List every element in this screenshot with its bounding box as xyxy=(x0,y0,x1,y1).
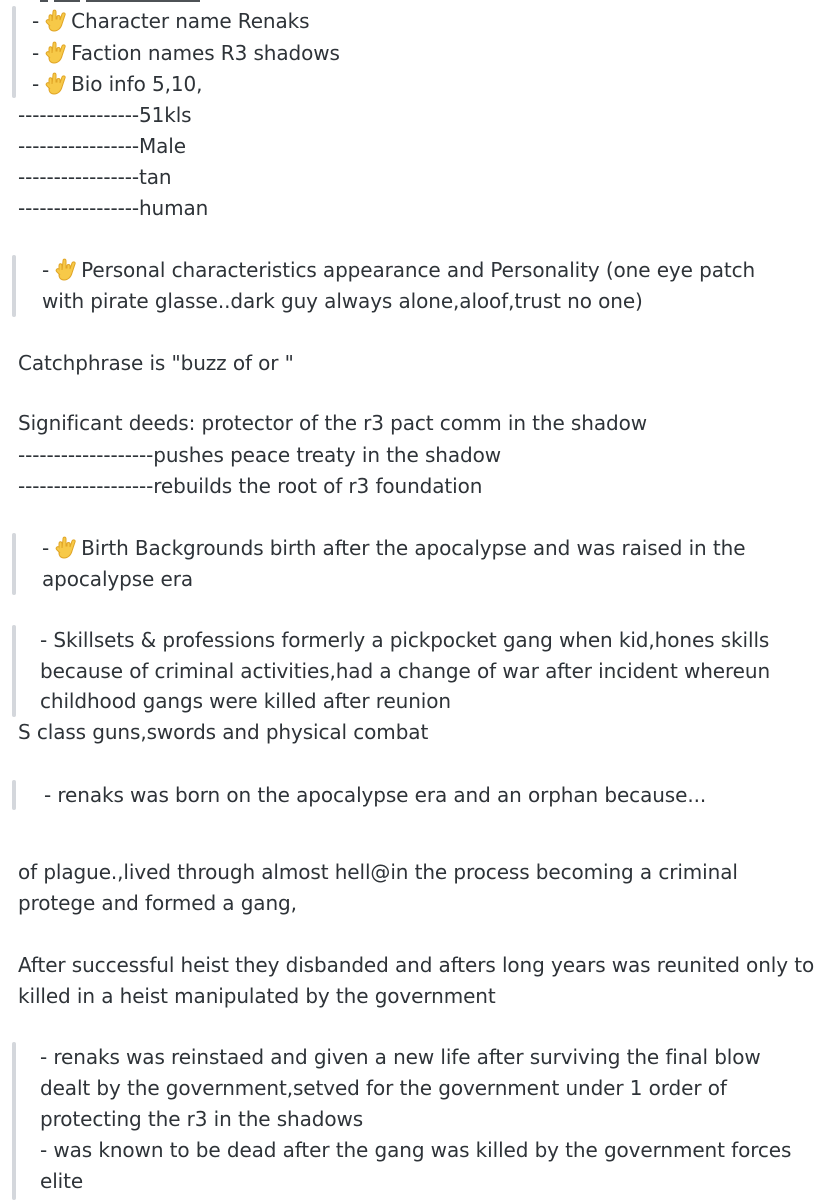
text-line: - was known to be dead after the gang was killed by the government forces xyxy=(40,1138,792,1162)
text-line: - renaks was born on the apocalypse era and an orphan because... xyxy=(44,783,707,807)
text-line: Significant deeds: protector of the r3 pact comm in the shadow xyxy=(18,411,647,435)
text-line: S class guns,swords and physical combat xyxy=(18,720,429,744)
text-line: of plague.,lived through almost hell@in the process becoming a criminal xyxy=(18,860,738,884)
list-item: - Faction names R3 shadows xyxy=(32,41,340,65)
love-you-gesture-hand-icon xyxy=(44,40,68,64)
bio-sex: -----------------Male xyxy=(18,134,186,158)
quote-bar xyxy=(12,6,16,98)
list-item: - Birth Backgrounds birth after the apocalypse and was raised in the xyxy=(42,536,746,560)
text-line: - Skillsets & professions formerly a pickpocket gang when kid,hones skills xyxy=(40,628,770,652)
text-line: After successful heist they disbanded and afters long years was reunited only to xyxy=(18,953,815,977)
love-you-gesture-hand-icon xyxy=(44,8,68,32)
bio-weight: -----------------51kls xyxy=(18,103,192,127)
text-line: killed in a heist manipulated by the government xyxy=(18,984,496,1008)
text-line: -------------------rebuilds the root of r3 foundation xyxy=(18,474,483,498)
list-item: - Personal characteristics appearance and Personality (one eye patch xyxy=(42,258,756,282)
text-line: elite xyxy=(40,1169,84,1193)
text-line: childhood gangs were killed after reunion xyxy=(40,689,451,713)
quote-bar xyxy=(12,625,16,717)
quote-bar xyxy=(12,1042,16,1200)
quote-bar xyxy=(12,780,16,810)
text-line: protege and formed a gang, xyxy=(18,891,297,915)
list-item: - Bio info 5,10, xyxy=(32,72,203,96)
text-line: because of criminal activities,had a change of war after incident whereun xyxy=(40,659,771,683)
cut-off-top-text xyxy=(40,0,200,2)
love-you-gesture-hand-icon xyxy=(54,535,78,559)
catchphrase: Catchphrase is "buzz of or " xyxy=(18,351,294,375)
text-line: with pirate glasse..dark guy always alone,aloof,trust no one) xyxy=(42,289,643,313)
bio-skin: -----------------tan xyxy=(18,165,172,189)
love-you-gesture-hand-icon xyxy=(54,257,78,281)
list-item: - Character name Renaks xyxy=(32,9,310,33)
text-line: apocalypse era xyxy=(42,567,193,591)
quote-bar xyxy=(12,533,16,595)
text-line: dealt by the government,setved for the government under 1 order of xyxy=(40,1076,727,1100)
love-you-gesture-hand-icon xyxy=(44,71,68,95)
text-line: - renaks was reinstaed and given a new life after surviving the final blow xyxy=(40,1045,761,1069)
text-line: protecting the r3 in the shadows xyxy=(40,1107,364,1131)
text-line: -------------------pushes peace treaty in the shadow xyxy=(18,443,502,467)
bio-race: -----------------human xyxy=(18,196,209,220)
quote-bar xyxy=(12,255,16,317)
